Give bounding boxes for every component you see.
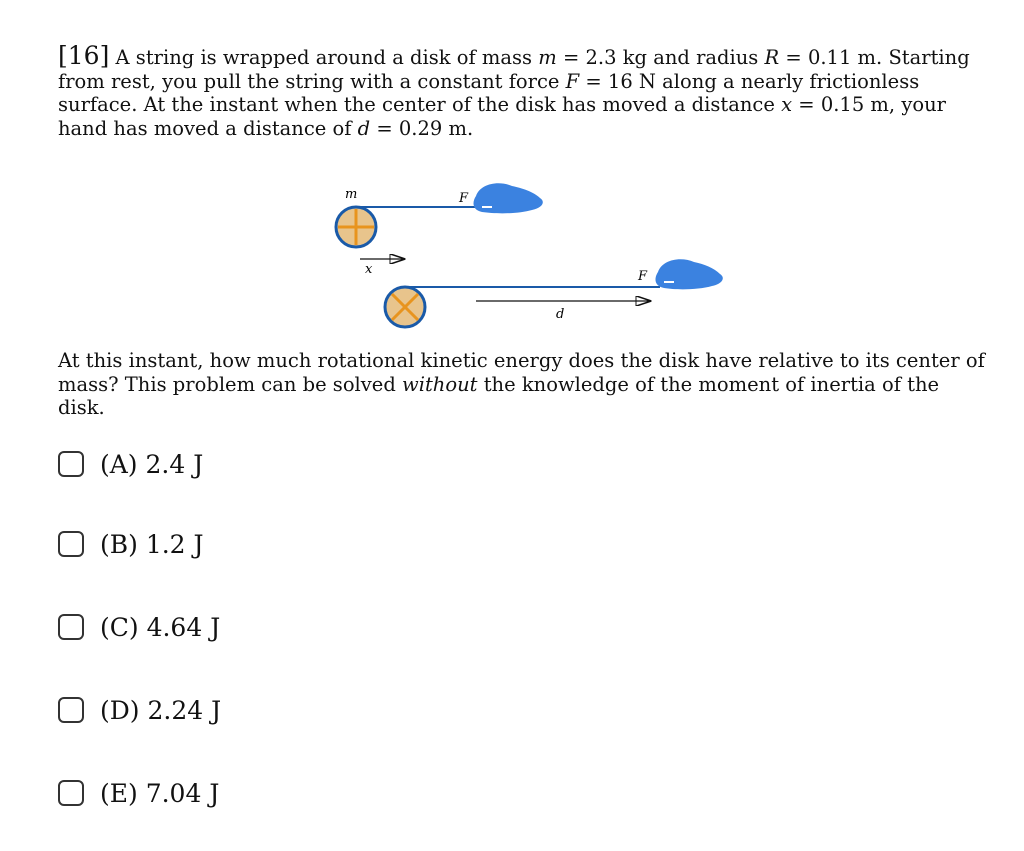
choice-a-label: (A) 2.4 J <box>100 449 204 479</box>
label-x: x <box>365 262 373 277</box>
distance-d-value: = 0.29 m. <box>370 116 474 140</box>
label-d: d <box>556 307 565 322</box>
distance-x-symbol: x <box>781 93 793 116</box>
distance-x-value: = 0.15 m, your hand has moved a distance of <box>58 93 946 140</box>
hand-icon-bottom <box>656 259 723 289</box>
radius-symbol: R <box>764 46 780 69</box>
question-part-1: At this instant, how much rotational kinetic energy does the disk have relative to its center of mass? This problem can be solved <box>58 349 985 396</box>
force-value: = 16 N <box>579 69 656 93</box>
mass-value: = 2.3 kg <box>556 46 648 69</box>
disk-string-diagram <box>320 176 740 336</box>
label-m: m <box>345 187 358 202</box>
checkbox-c[interactable] <box>58 614 84 640</box>
choice-c[interactable] <box>58 610 220 644</box>
label-F-top: F <box>459 191 469 206</box>
label-F-bottom: F <box>638 269 648 284</box>
choice-a[interactable] <box>58 447 203 481</box>
choice-b[interactable] <box>58 527 204 561</box>
radius-value: = 0.11 m. Starting from rest, you pull the string with a constant force <box>58 46 970 93</box>
checkbox-d[interactable] <box>58 697 84 723</box>
choice-b-label: (B) 1.2 J <box>100 529 204 559</box>
hand-icon-top <box>474 183 543 213</box>
question-text <box>58 349 988 420</box>
problem-text-3: along a nearly frictionless surface. At the instant when the center of the disk has moved a distance <box>58 69 920 116</box>
force-symbol: F <box>565 69 580 93</box>
problem-number: [16] <box>58 41 110 70</box>
question-part-2: the knowledge of the moment of inertia of the disk. <box>58 372 940 419</box>
disk-top <box>336 207 376 247</box>
problem-text-1: A string is wrapped around a disk of mass <box>109 46 539 69</box>
problem-text-2: and radius <box>647 46 765 69</box>
checkbox-e[interactable] <box>58 780 84 806</box>
choice-d[interactable] <box>58 693 221 727</box>
checkbox-a[interactable] <box>58 451 84 477</box>
choice-c-label: (C) 4.64 J <box>100 612 221 642</box>
question-emphasis: without <box>402 372 478 396</box>
problem-statement <box>58 41 978 140</box>
choice-d-label: (D) 2.24 J <box>100 695 222 725</box>
mass-symbol: m <box>538 46 557 69</box>
distance-d-symbol: d <box>357 116 371 140</box>
choice-e-label: (E) 7.04 J <box>100 778 220 808</box>
choice-e[interactable] <box>58 776 219 810</box>
disk-bottom <box>385 287 425 327</box>
checkbox-b[interactable] <box>58 531 84 557</box>
